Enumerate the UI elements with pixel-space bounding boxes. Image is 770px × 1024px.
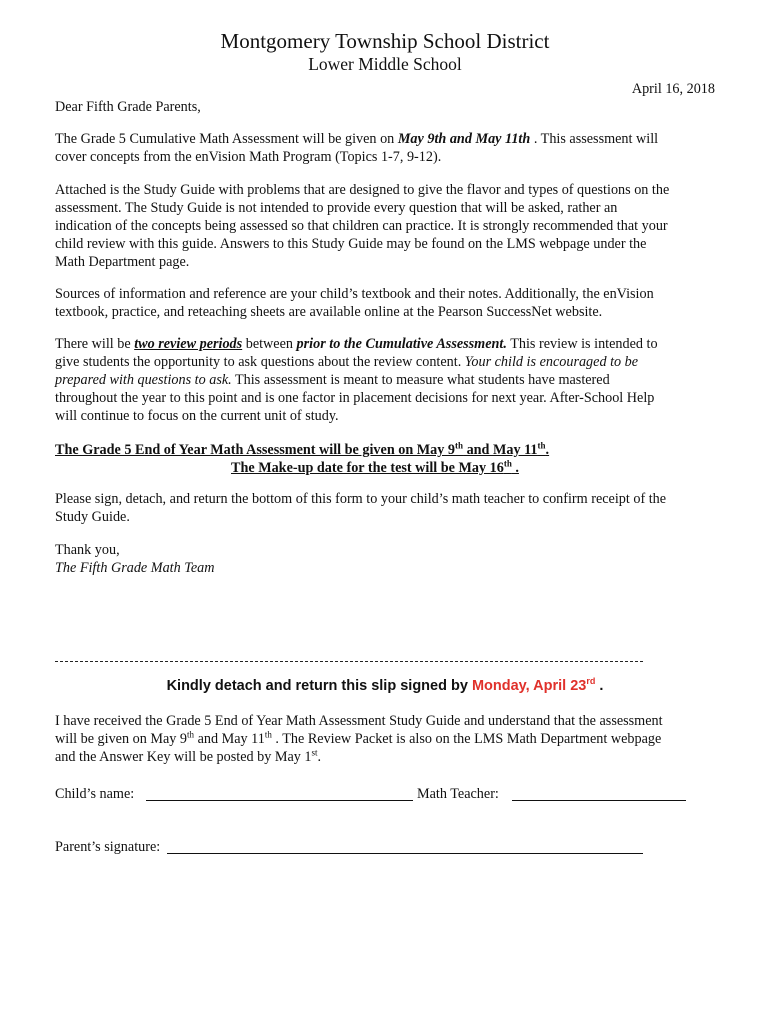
child-name-label: Child’s name: [55,786,135,802]
parent-signature-label: Parent’s signature: [55,839,161,855]
parent-signature-field[interactable] [167,839,643,854]
letter-date: April 16, 2018 [631,81,715,97]
receipt-statement: I have received the Grade 5 End of Year Math Assessment Study Guide and understand that the assessment will be given on May 9th and May 11th . The Review Packet is also on the LMS Math Department webpage and the Answer Key will be posted by May 1st. [55,713,663,765]
paragraph-sources: Sources of information and reference are your child’s textbook and their notes. Additionally, the enVision textbook, practice, and reteaching sheets are available online at the Pearson SuccessNet website. [55,286,654,320]
return-deadline: Monday, April 23 [471,678,587,694]
math-teacher-field[interactable] [512,786,686,801]
detach-line [55,661,643,662]
paragraph-study-guide: Attached is the Study Guide with problems that are designed to give the flavor and types of questions on the assessment. The Study Guide is not intended to provide every question that will be asked, rather an indication of the concepts being assessed so that children can practice. It is strongly recommended that your child review with this guide. Answers to this Study Guide may be found on the LMS webpage under the Math Department page. [55,182,670,270]
school-name: Lower Middle School [308,54,462,74]
paragraph-assessment-dates: The Grade 5 Cumulative Math Assessment will be given on May 9th and May 11th . This assessment will cover concepts from the enVision Math Program (Topics 1-7, 9-12). [55,131,659,165]
slip-heading: Kindly detach and return this slip signed by Monday, April 23rd . [166,676,604,694]
math-teacher-label: Math Teacher: [417,786,499,802]
child-name-field[interactable] [146,786,413,801]
review-periods-emphasis: two review periods [134,336,243,352]
paragraph-review-periods: There will be two review periods between prior to the Cumulative Assessment. This review is intended to give students the opportunity to ask questions about the review content. Your child is encouraged to be prepared with questions to ask. This assessment is meant to measure what students have mastered throughout the year to this point and is one factor in placement decisions for next year. After-School Help will continue to focus on the current unit of study. [55,336,658,424]
signature-team: The Fifth Grade Math Team [55,560,215,576]
district-title: Montgomery Township School District [220,29,550,53]
assessment-dates: May 9th and May 11th [397,131,531,147]
salutation: Dear Fifth Grade Parents, [55,99,201,115]
prior-emphasis: prior to the Cumulative Assessment. [296,336,507,352]
notice-makeup-date: The Make-up date for the test will be May 16th . [231,458,519,476]
paragraph-return-instructions: Please sign, detach, and return the bottom of this form to your child’s math teacher to confirm receipt of the Study Guide. [55,491,667,525]
notice-assessment-dates: The Grade 5 End of Year Math Assessment will be given on May 9th and May 11th. [55,440,550,458]
closing: Thank you, [55,542,120,558]
